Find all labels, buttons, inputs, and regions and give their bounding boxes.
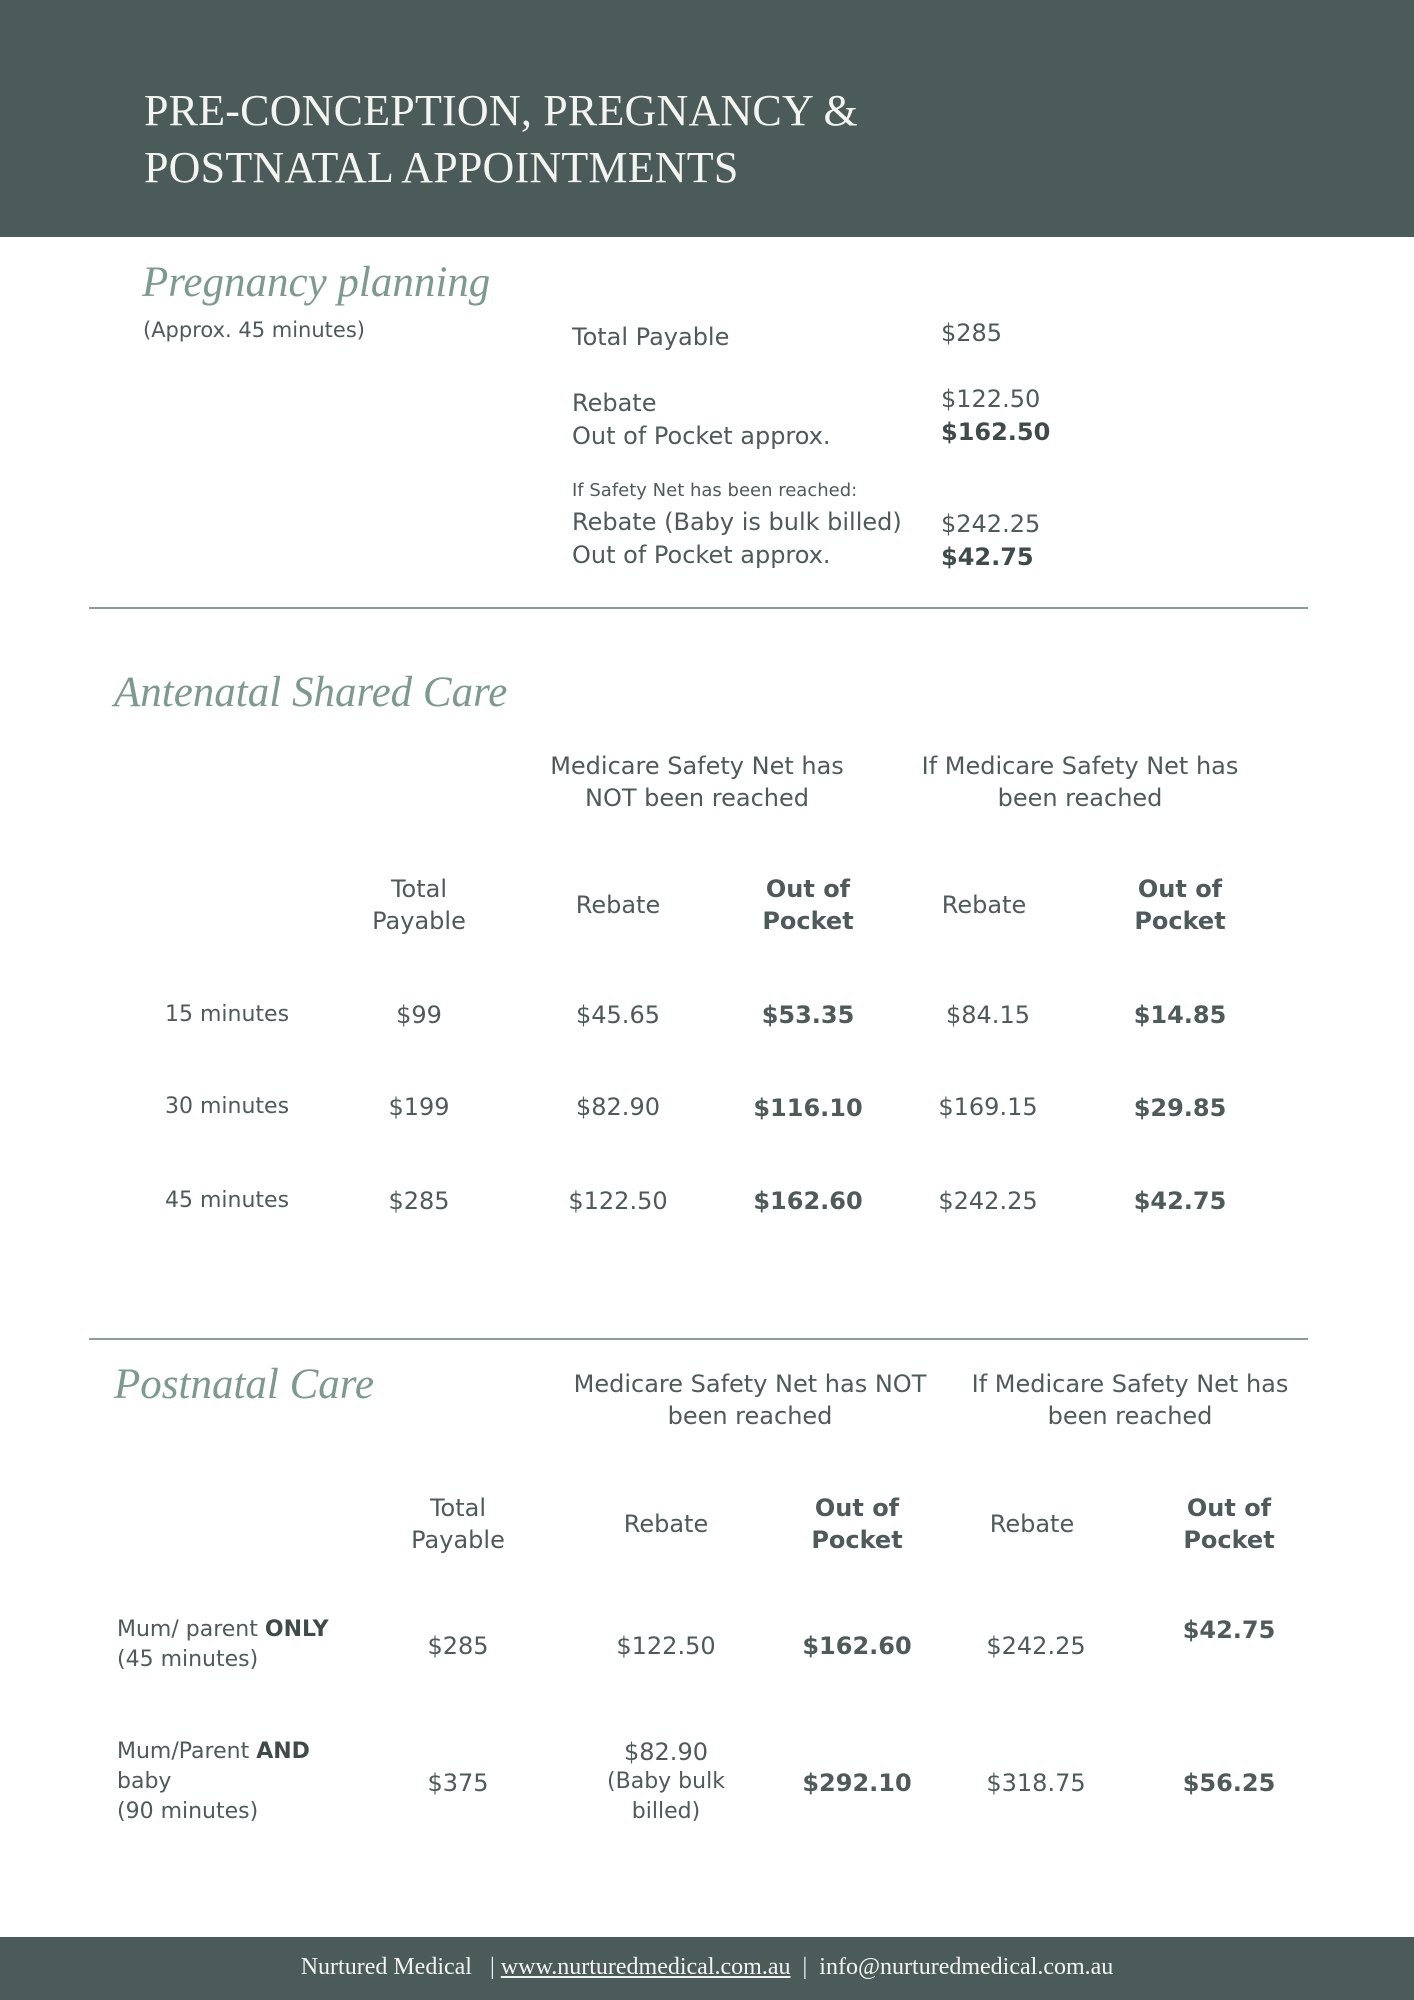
group-header-line: been reached [1047,1402,1213,1430]
divider [89,1338,1308,1340]
group-header-line: If Medicare Safety Net has [971,1370,1289,1398]
postnatal-group-reached [950,1368,1310,1432]
cell-sn-oop: $29.85 [1133,1094,1227,1122]
postnatal-col-sn-oop [1149,1492,1309,1556]
cell-oop: $116.10 [753,1094,863,1122]
cell-oop: $53.35 [761,1001,855,1029]
antenatal-col-sn-oop [1100,873,1260,937]
antenatal-col-sn-rebate: Rebate [941,891,1027,919]
row-label-line [117,1737,310,1767]
cell-sn-rebate: $242.25 [986,1632,1086,1660]
column-header-line: Out of [1186,1494,1272,1522]
postnatal-col-sn-rebate: Rebate [989,1510,1075,1538]
cell-sn-oop: $42.75 [1133,1187,1227,1215]
antenatal-col-rebate: Rebate [575,891,661,919]
planning-sn-rebate-value: $242.25 [941,510,1041,538]
column-header-line: Total [429,1494,487,1522]
cell-sn-oop: $14.85 [1133,1001,1227,1029]
footer-website-link[interactable]: www.nurturedmedical.com.au [500,1954,791,1980]
cell-rebate: $122.50 [568,1187,668,1215]
cell-rebate [586,1737,746,1827]
row-label-line: baby [117,1769,172,1794]
page-footer [0,1937,1414,2000]
planning-duration: (Approx. 45 minutes) [143,318,365,342]
column-header-line: Total [390,875,448,903]
column-header-line: Payable [372,907,466,935]
column-header-line: Pocket [762,907,854,935]
footer-separator: | [802,1954,808,1980]
column-header-line: Pocket [1134,907,1226,935]
cell-sn-oop: $42.75 [1182,1616,1276,1644]
cell-rebate-line: (Baby bulk [607,1769,725,1794]
postnatal-title: Postnatal Care [114,1361,374,1408]
cell-total: $99 [396,1001,442,1029]
postnatal-col-rebate: Rebate [623,1510,709,1538]
row-label: 45 minutes [165,1188,290,1213]
cell-sn-rebate: $242.25 [938,1187,1038,1215]
cell-rebate: $82.90 [576,1093,660,1121]
cell-total: $375 [427,1769,489,1797]
row-label: 30 minutes [165,1094,290,1119]
cell-oop: $292.10 [802,1769,912,1797]
row-label-emphasis: ONLY [264,1617,329,1642]
page-title-line-2: POSTNATAL APPOINTMENTS [144,143,739,192]
cell-rebate: $122.50 [616,1632,716,1660]
cell-sn-oop: $56.25 [1182,1769,1276,1797]
row-label-text: Mum/ parent [117,1617,265,1642]
postnatal-col-total [378,1492,538,1556]
cell-rebate-line: $82.90 [624,1738,708,1766]
column-header-line: Out of [814,1494,900,1522]
divider [89,607,1308,609]
page-header [0,0,1414,237]
cell-total: $285 [388,1187,450,1215]
row-label-line [117,1615,329,1645]
planning-oop-label: Out of Pocket approx. [572,422,831,450]
antenatal-title: Antenatal Shared Care [114,669,508,716]
cell-rebate-line: billed) [631,1799,701,1824]
cell-sn-rebate: $318.75 [986,1769,1086,1797]
cell-oop: $162.60 [753,1187,863,1215]
page-title-line-1: PRE-CONCEPTION, PREGNANCY & [144,86,858,135]
antenatal-group-reached [900,750,1260,814]
row-label [117,1737,310,1827]
cell-total: $285 [427,1632,489,1660]
postnatal-col-oop [777,1492,937,1556]
planning-rebate-value: $122.50 [941,385,1041,413]
antenatal-group-not-reached [517,750,877,814]
planning-total-label: Total Payable [572,323,730,351]
planning-safety-note: If Safety Net has been reached: [572,480,858,501]
cell-total: $199 [388,1093,450,1121]
row-label-text: Mum/Parent [117,1739,257,1764]
group-header-line: NOT been reached [585,784,809,812]
group-header-line: If Medicare Safety Net has [921,752,1239,780]
planning-rebate-label: Rebate [572,389,657,417]
row-label-emphasis: AND [256,1739,310,1764]
group-header-line: Medicare Safety Net has NOT [573,1370,927,1398]
column-header-line: Out of [765,875,851,903]
group-header-line: Medicare Safety Net has [550,752,844,780]
cell-sn-rebate: $84.15 [946,1001,1030,1029]
planning-total-value: $285 [941,319,1003,347]
row-label [117,1615,329,1675]
planning-sn-oop-label: Out of Pocket approx. [572,541,831,569]
cell-sn-rebate: $169.15 [938,1093,1038,1121]
footer-clinic-name: Nurtured Medical [300,1954,472,1980]
planning-oop-value: $162.50 [941,418,1051,446]
row-label-line: (90 minutes) [117,1799,259,1824]
antenatal-col-total [339,873,499,937]
cell-rebate: $45.65 [576,1001,660,1029]
cell-oop: $162.60 [802,1632,912,1660]
row-label: 15 minutes [165,1002,290,1027]
column-header-line: Out of [1137,875,1223,903]
group-header-line: been reached [997,784,1163,812]
planning-title: Pregnancy planning [142,259,491,306]
column-header-line: Payable [411,1526,505,1554]
row-label-line: (45 minutes) [117,1647,259,1672]
group-header-line: been reached [667,1402,833,1430]
column-header-line: Pocket [811,1526,903,1554]
planning-sn-rebate-label: Rebate (Baby is bulk billed) [572,508,902,536]
footer-email-link[interactable]: info@nurturedmedical.com.au [819,1954,1114,1980]
page-title [144,82,858,196]
postnatal-group-not-reached [560,1368,940,1432]
planning-sn-oop-value: $42.75 [941,543,1034,571]
column-header-line: Pocket [1183,1526,1275,1554]
footer-separator: | [489,1954,495,1980]
antenatal-col-oop [728,873,888,937]
